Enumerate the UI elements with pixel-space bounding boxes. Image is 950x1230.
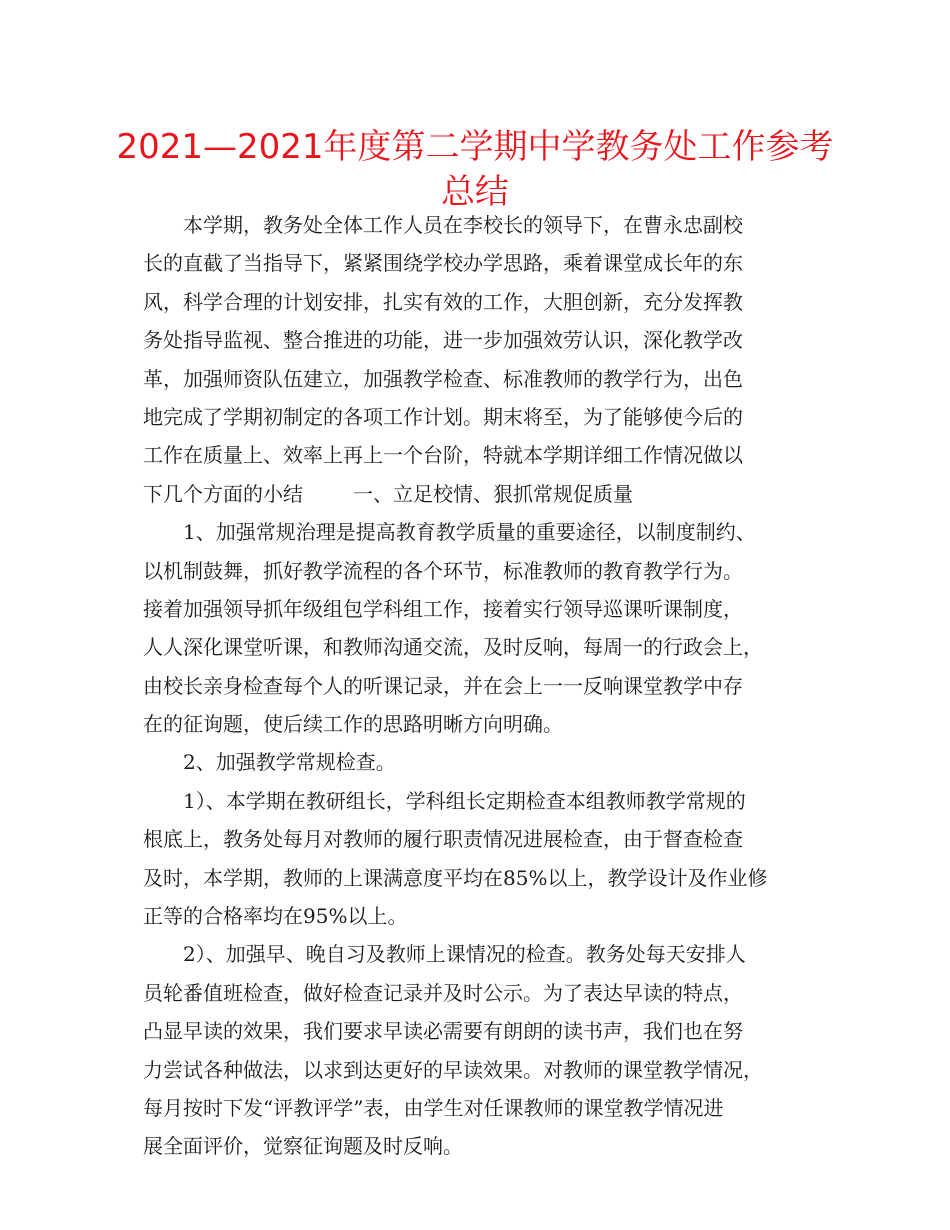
text-line: 正等的合格率均在95%以上。 (143, 904, 408, 929)
text-line: 务处指导监视、整合推进的功能，进一步加强效劳认识，深化教学改 (143, 328, 743, 353)
text-line: 力尝试各种做法，以求到达更好的早读效果。对教师的课堂教学情况， (143, 1057, 763, 1082)
paragraph-item-2 (143, 743, 823, 781)
text-line: 凸显早读的效果，我们要求早读必需要有朗朗的读书声，我们也在努 (143, 1019, 743, 1044)
intro-closing-text: 下几个方面的小结 (143, 481, 303, 506)
text-line: 2）、加强早、晚自习及教师上课情况的检查。教务处每天安排人 (183, 942, 746, 967)
text-line: 员轮番值班检查，做好检查记录并及时公示。为了表达早读的特点， (143, 980, 743, 1005)
text-line: 及时，本学期，教师的上课满意度平均在85%以上，教学设计及作业修 (143, 865, 768, 890)
document-body (143, 206, 823, 1166)
paragraph-subitem-2 (143, 935, 823, 1165)
text-line: 2、加强教学常规检查。 (183, 750, 396, 775)
text-line: 展全面评价，觉察征询题及时反响。 (143, 1134, 463, 1159)
text-line: 1、加强常规治理是提高教育教学质量的重要途径，以制度制约、 (183, 520, 756, 545)
paragraph-item-1 (143, 513, 823, 743)
text-line: 每月按时下发“评教评学”表，由学生对任课教师的课堂教学情况进 (143, 1095, 724, 1120)
text-line: 革，加强师资队伍建立，加强教学检查、标准教师的教学行为，出色 (143, 366, 743, 391)
text-line: 接着加强领导抓年级组包学科组工作，接着实行领导巡课听课制度， (143, 596, 743, 621)
section-heading: 一、立足校情、狠抓常规促质量 (353, 481, 633, 506)
paragraph-intro (143, 206, 823, 513)
text-line: 在的征询题，使后续工作的思路明晰方向明确。 (143, 712, 563, 737)
document-title-line-2: 总结 (441, 172, 509, 212)
paragraph-subitem-1 (143, 782, 823, 936)
text-line (143, 475, 823, 513)
text-line: 以机制鼓舞，抓好教学流程的各个环节，标准教师的教育教学行为。 (143, 558, 743, 583)
text-line: 由校长亲身检查每个人的听课记录，并在会上一一反响课堂教学中存 (143, 673, 743, 698)
text-line: 工作在质量上、效率上再上一个台阶，特就本学期详细工作情况做以 (143, 443, 743, 468)
text-line: 人人深化课堂听课，和教师沟通交流，及时反响，每周一的行政会上， (143, 635, 763, 660)
text-line: 长的直截了当指导下，紧紧围绕学校办学思路，乘着课堂成长年的东 (143, 251, 743, 276)
text-line: 风，科学合理的计划安排，扎实有效的工作，大胆创新，充分发挥教 (143, 289, 743, 314)
text-line: 本学期，教务处全体工作人员在李校长的领导下，在曹永忠副校 (183, 213, 743, 237)
text-line: 1）、本学期在教研组长，学科组长定期检查本组教师教学常规的 (183, 788, 746, 813)
text-line: 根底上，教务处每月对教师的履行职责情况进展检查，由于督查检查 (143, 827, 743, 852)
text-line: 地完成了学期初制定的各项工作计划。期末将至，为了能够使今后的 (143, 404, 743, 429)
document-title-line-1: 2021—2021年度第二学期中学教务处工作参考 (116, 127, 834, 167)
